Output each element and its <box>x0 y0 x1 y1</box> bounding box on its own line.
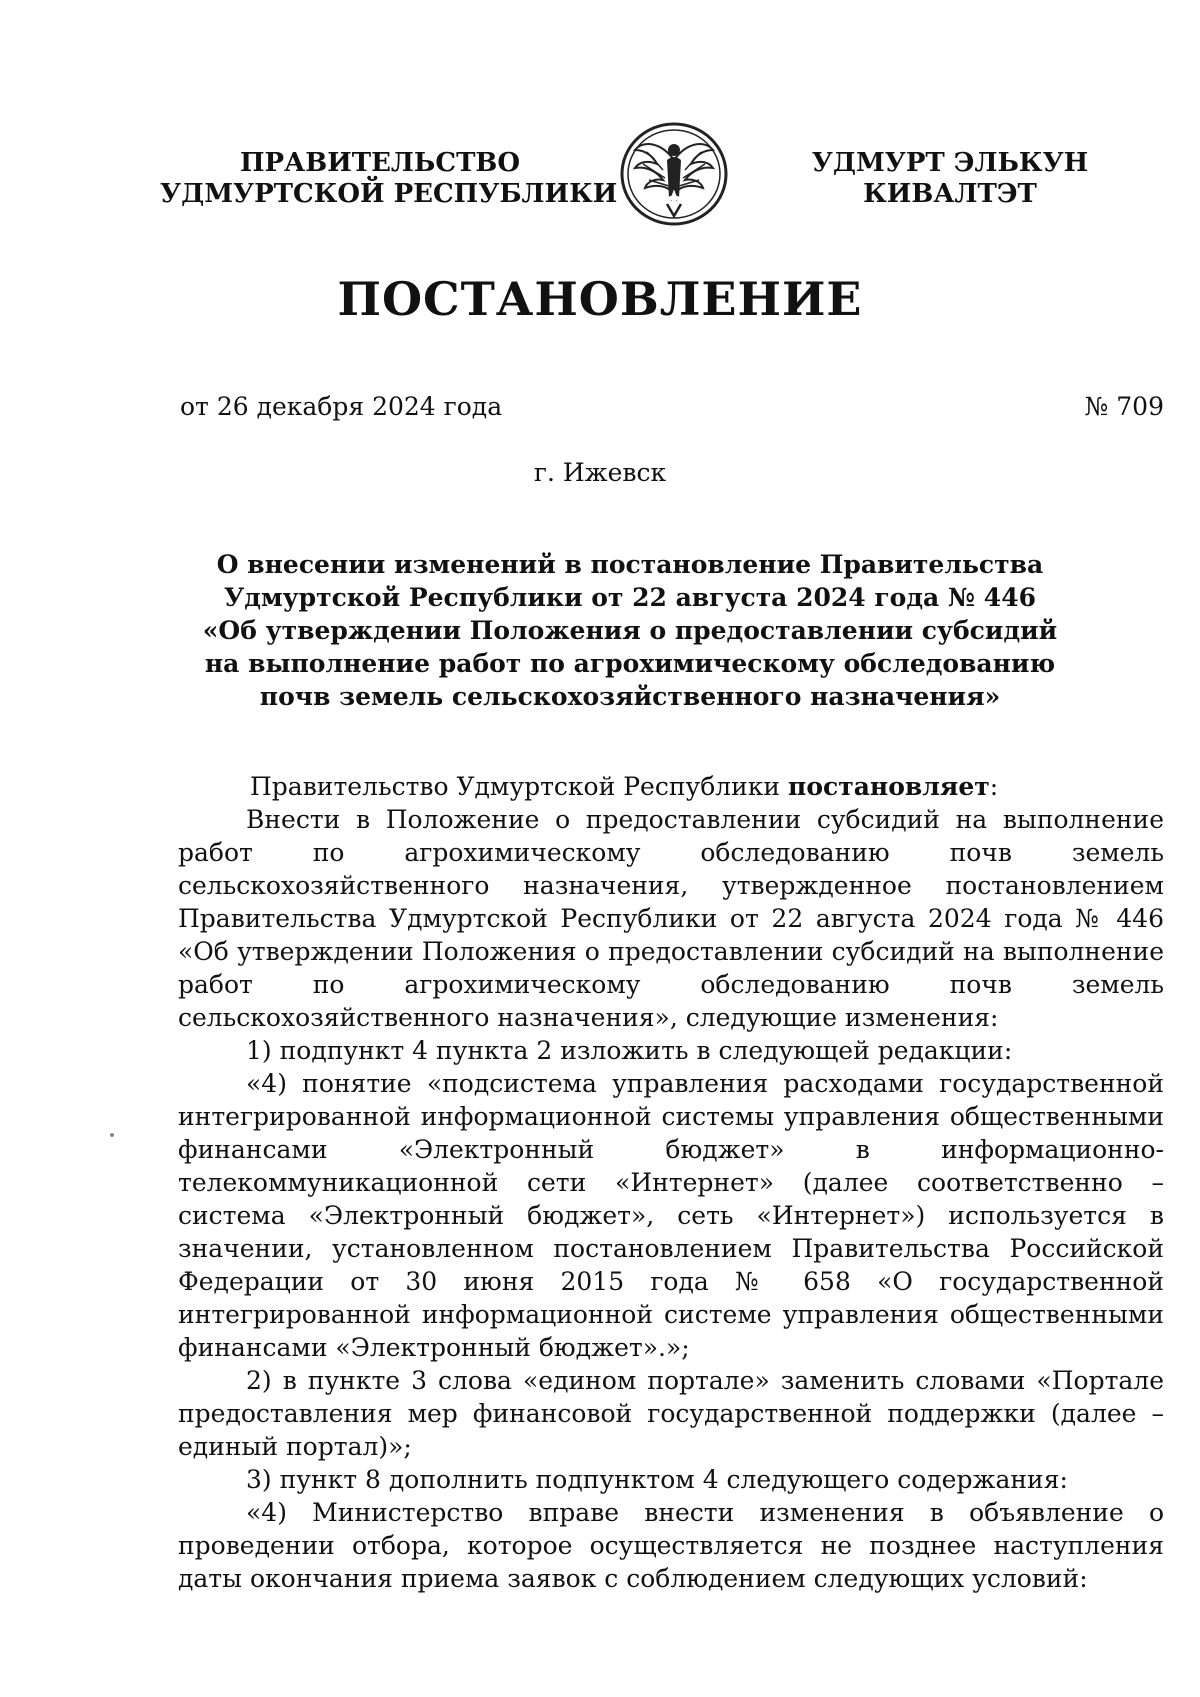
resolution-intro <box>178 770 1164 803</box>
intro-colon: : <box>989 772 999 801</box>
document-city: г. Ижевск <box>533 458 667 487</box>
body-paragraph: «4) Министерство вправе внести изменения в объявление о проведении отбора, которое осуществляется не позднее наступления даты окончания приема заявок с соблюдением следующих условий: <box>178 1498 1164 1593</box>
document-body <box>178 770 1164 1595</box>
title-line: «Об утверждении Положения о предоставлении субсидий <box>202 616 1058 645</box>
document-number: № 709 <box>1084 392 1164 421</box>
udmurt-coat-of-arms-icon <box>617 120 731 228</box>
intro-text: Правительство Удмуртской Республики <box>250 772 789 801</box>
body-paragraph: 2) в пункте 3 слова «едином портале» заменить словами «Портале предоставления мер финансовой государственной поддержки (далее – единый портал)»; <box>178 1366 1164 1461</box>
body-paragraph: «4) понятие «подсистема управления расходами государственной интегрированной информационной системы управления общественными финансами «Электронный бюджет» в информационно-телекоммуникационной сети «Интернет» (далее соответственно – система «Электронный бюджет», сеть «Интернет») используется в значении, установленном постановлением Правительства Российской Федерации от 30 июня 2015 года № 658 «О государственной интегрированной информационной системе управления общественными финансами «Электронный бюджет».»; <box>178 1069 1164 1362</box>
issuer-name-russian <box>160 148 618 210</box>
title-line: на выполнение работ по агрохимическому обследованию <box>204 649 1056 678</box>
body-paragraph: 1) подпункт 4 пункта 2 изложить в следующей редакции: <box>246 1036 1013 1065</box>
title-line: О внесении изменений в постановление Правительства <box>216 550 1044 579</box>
body-paragraph: Внести в Положение о предоставлении субсидий на выполнение работ по агрохимическому обследованию почв земель сельскохозяйственного назначения, утвержденное постановлением Правительства Удмуртской Республики от 22 августа 2024 года № 446 «Об утверждении Положения о предоставлении субсидий на выполнение работ по агрохимическому обследованию почв земель сельскохозяйственного назначения», следующие изменения: <box>178 805 1164 1032</box>
document-type: ПОСТАНОВЛЕНИЕ <box>337 272 863 326</box>
title-line: Удмуртской Республики от 22 августа 2024 года № 446 <box>224 583 1036 612</box>
scan-speck <box>110 1133 114 1137</box>
document-date: от 26 декабря 2024 года <box>180 392 503 421</box>
issuer-name-udmurt <box>800 148 1100 210</box>
issuer-udmurt-line-1: УДМУРТ ЭЛЬКУН <box>811 148 1089 178</box>
issuer-udmurt-line-2: КИВАЛТЭТ <box>863 179 1037 209</box>
body-paragraph: 3) пункт 8 дополнить подпунктом 4 следующего содержания: <box>246 1465 1068 1494</box>
title-line: почв земель сельскохозяйственного назначения» <box>259 682 1001 711</box>
document-title <box>200 548 1060 713</box>
issuer-line-2: УДМУРТСКОЙ РЕСПУБЛИКИ <box>160 179 618 209</box>
issuer-line-1: ПРАВИТЕЛЬСТВО <box>239 148 521 178</box>
intro-verb: постановляет <box>788 772 990 801</box>
